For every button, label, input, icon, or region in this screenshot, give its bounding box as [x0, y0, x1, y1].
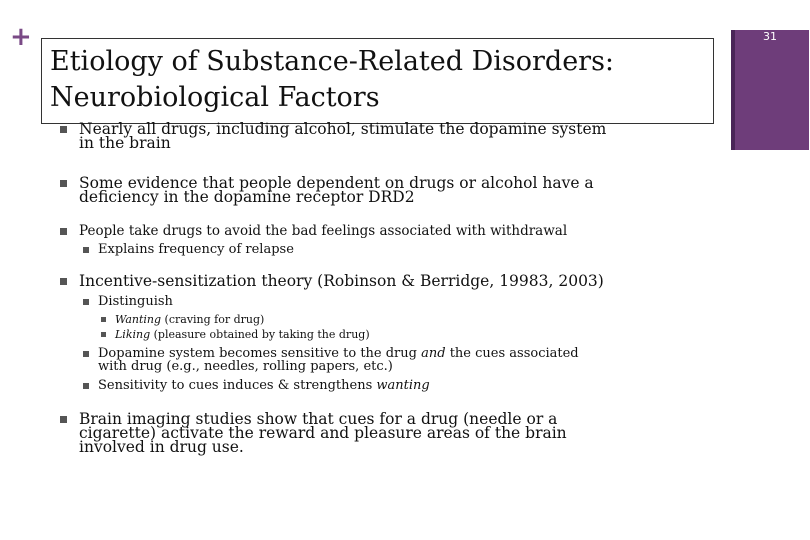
- bullet-text: involved in drug use.: [79, 438, 244, 456]
- bullet-text: Distinguish: [98, 294, 173, 309]
- square-bullet-icon: [60, 126, 67, 133]
- bullet-emphasis: and: [421, 346, 446, 361]
- sub-bullet-distinguish: [60, 295, 700, 308]
- square-bullet-icon: [83, 383, 89, 389]
- bullet-text: in the brain: [79, 134, 171, 152]
- bullet-incentive-sensitization: [60, 274, 700, 288]
- bullet-dopamine: [60, 122, 700, 150]
- bullet-withdrawal: [60, 224, 700, 238]
- bullet-text: Dopamine system becomes sensitive to the drug: [98, 346, 422, 361]
- square-bullet-icon: [101, 317, 106, 322]
- square-bullet-icon: [60, 416, 67, 423]
- square-bullet-icon: [83, 247, 89, 253]
- sub-sub-bullet-liking: [60, 329, 700, 341]
- sub-bullet-sensitivity: [60, 379, 700, 392]
- bullet-text: Sensitivity to cues induces & strengthens: [98, 378, 377, 393]
- bullet-text: Incentive-sensitization theory (Robinson & Berridge, 19983, 2003): [79, 272, 604, 290]
- accent-side-bar-edge: [731, 30, 735, 150]
- bullet-text: (pleasure obtained by taking the drug): [150, 328, 370, 341]
- bullet-text: cigarette) activate the reward and pleasure areas of the brain: [79, 424, 567, 442]
- bullet-text: the cues associated: [445, 346, 579, 361]
- sub-bullet-relapse: [60, 243, 700, 256]
- bullet-text: with drug (e.g., needles, rolling papers, etc.): [98, 359, 393, 374]
- square-bullet-icon: [101, 332, 106, 337]
- bullet-drd2: [60, 176, 700, 204]
- bullet-text: People take drugs to avoid the bad feelings associated with withdrawal: [79, 223, 568, 239]
- square-bullet-icon: [83, 351, 89, 357]
- square-bullet-icon: [83, 299, 89, 305]
- plus-decoration: +: [10, 22, 32, 52]
- bullet-emphasis: wanting: [376, 378, 430, 393]
- sub-sub-bullet-wanting: [60, 314, 700, 326]
- bullet-text: Nearly all drugs, including alcohol, stimulate the dopamine system: [79, 120, 607, 138]
- bullet-text: deficiency in the dopamine receptor DRD2: [79, 188, 415, 206]
- square-bullet-icon: [60, 278, 67, 285]
- bullet-text: Some evidence that people dependent on drugs or alcohol have a: [79, 174, 594, 192]
- bullet-text: (craving for drug): [161, 313, 265, 326]
- bullet-list: [60, 122, 700, 454]
- square-bullet-icon: [60, 228, 67, 235]
- bullet-emphasis: Liking: [115, 328, 151, 341]
- slide-title: [50, 44, 710, 116]
- bullet-emphasis: Wanting: [115, 313, 162, 326]
- accent-side-bar: [731, 30, 809, 150]
- bullet-brain-imaging: [60, 412, 700, 454]
- square-bullet-icon: [60, 180, 67, 187]
- slide-number: 31: [763, 30, 777, 43]
- bullet-text: Explains frequency of relapse: [98, 242, 294, 257]
- slide-title-line-2: Neurobiological Factors: [50, 82, 380, 113]
- sub-bullet-dopamine-sensitive: [60, 347, 700, 373]
- bullet-text: Brain imaging studies show that cues for a drug (needle or a: [79, 410, 558, 428]
- slide-title-line-1: Etiology of Substance-Related Disorders:: [50, 46, 615, 77]
